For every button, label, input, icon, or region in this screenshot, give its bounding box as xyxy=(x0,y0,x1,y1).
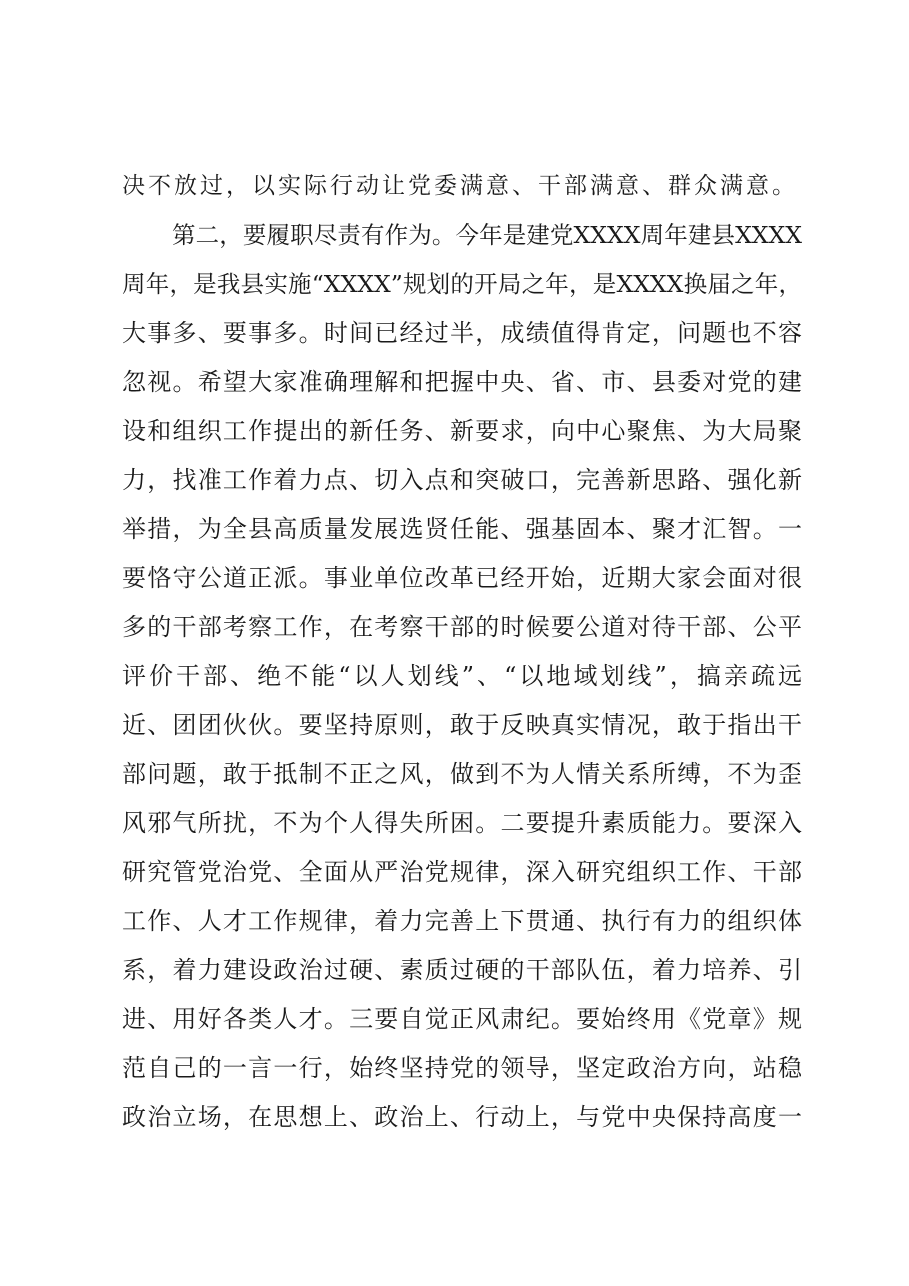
text-line-15: 研究管党治党、全面从严治党规律，深入研究组织工作、干部 xyxy=(122,858,802,886)
text-line-19: 范自己的一言一行，始终坚持党的领导，坚定政治方向，站稳 xyxy=(122,1054,802,1082)
text-line-3: 周年，是我县实施“XXXX”规划的开局之年，是XXXX换届之年， xyxy=(122,270,802,298)
text-line-2: 第二，要履职尽责有作为。今年是建党XXXX周年建县XXXX xyxy=(172,221,802,249)
text-line-5: 忽视。希望大家准确理解和把握中央、省、市、县委对党的建 xyxy=(122,368,802,396)
text-line-18: 进、用好各类人才。三要自觉正风肃纪。要始终用《党章》规 xyxy=(122,1005,802,1033)
body-text xyxy=(122,162,802,1142)
text-line-10: 多的干部考察工作，在考察干部的时候要公道对待干部、公平 xyxy=(122,613,802,641)
text-line-7: 力，找准工作着力点、切入点和突破口，完善新思路、强化新 xyxy=(122,466,802,494)
text-line-6: 设和组织工作提出的新任务、新要求，向中心聚焦、为大局聚 xyxy=(122,417,802,445)
text-line-4: 大事多、要事多。时间已经过半，成绩值得肯定，问题也不容 xyxy=(122,319,802,347)
text-line-11: 评价干部、绝不能“以人划线”、“以地域划线”，搞亲疏远 xyxy=(122,662,802,690)
text-line-8: 举措，为全县高质量发展选贤任能、强基固本、聚才汇智。一 xyxy=(122,515,802,543)
text-line-14: 风邪气所扰，不为个人得失所困。二要提升素质能力。要深入 xyxy=(122,809,802,837)
text-line-20: 政治立场，在思想上、政治上、行动上，与党中央保持高度一 xyxy=(122,1103,802,1131)
text-line-16: 工作、人才工作规律，着力完善上下贯通、执行有力的组织体 xyxy=(122,907,802,935)
text-line-13: 部问题，敢于抵制不正之风，做到不为人情关系所缚，不为歪 xyxy=(122,760,802,788)
text-line-9: 要恪守公道正派。事业单位改革已经开始，近期大家会面对很 xyxy=(122,564,802,592)
text-line-1: 决不放过，以实际行动让党委满意、干部满意、群众满意。 xyxy=(122,173,798,199)
text-line-12: 近、团团伙伙。要坚持原则，敢于反映真实情况，敢于指出干 xyxy=(122,711,802,739)
text-line-17: 系，着力建设政治过硬、素质过硬的干部队伍，着力培养、引 xyxy=(122,956,802,984)
